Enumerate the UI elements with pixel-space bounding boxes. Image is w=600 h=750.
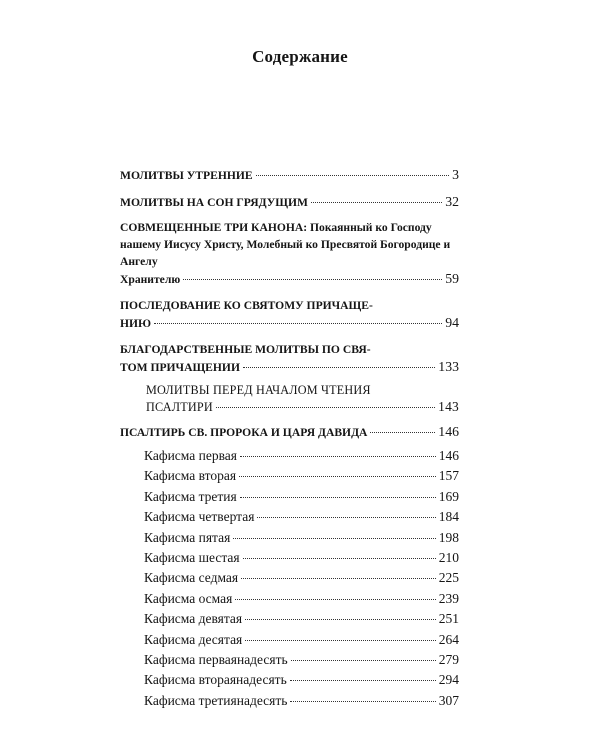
toc-entry	[120, 341, 459, 376]
toc-page-number: 94	[445, 315, 459, 330]
table-of-contents	[120, 166, 459, 710]
toc-entry-title: МОЛИТВЫ ПЕРЕД НАЧАЛОМ ЧТЕНИЯ	[146, 383, 371, 397]
toc-entry-title-end: НИЮ	[120, 317, 152, 330]
page-title: Содержание	[252, 47, 348, 66]
dot-leader	[290, 680, 436, 681]
dot-leader	[370, 432, 435, 433]
toc-page-number: 210	[438, 549, 459, 565]
toc-entry-title: Кафисма девятая	[144, 611, 243, 627]
toc-entry-title: ПОСЛЕДОВАНИЕ КО СВЯТОМУ ПРИЧАЩЕ-	[120, 299, 373, 312]
dot-leader	[290, 701, 435, 702]
dot-leader	[245, 640, 435, 641]
toc-page-number: 32	[445, 194, 459, 209]
toc-entry-title: Кафисма седмая	[144, 570, 239, 586]
dot-leader	[243, 367, 435, 368]
toc-entry	[120, 166, 459, 184]
toc-page-number: 225	[438, 570, 459, 586]
toc-page-number: 133	[438, 359, 459, 374]
toc-entry-title-end: ПСАЛТИРИ	[146, 399, 213, 414]
toc-entry	[120, 692, 459, 710]
toc-entry	[120, 590, 459, 608]
dot-leader	[257, 517, 435, 518]
toc-entry	[120, 549, 459, 567]
toc-entry-title: Кафисма третия	[144, 488, 237, 504]
toc-entry	[120, 488, 459, 506]
dot-leader	[239, 476, 436, 477]
toc-entry	[120, 610, 459, 628]
toc-entry-title: Кафисма втораянадесять	[144, 672, 287, 688]
toc-entry	[120, 467, 459, 485]
dot-leader	[183, 279, 442, 280]
toc-entry-title: Кафисма десятая	[144, 631, 243, 647]
toc-entry-title: СОВМЕЩЕННЫЕ ТРИ КАНОНА: Покаянный ко Господу нашему Иисусу Христу, Молебный ко Пресвятой Богородице и Ангелу	[120, 221, 451, 268]
toc-entry	[120, 297, 459, 332]
dot-leader	[256, 175, 449, 176]
toc-entry-title: Кафисма четвертая	[144, 509, 255, 525]
toc-entry	[120, 193, 459, 211]
toc-page-number: 146	[438, 424, 459, 439]
toc-page-number: 251	[438, 611, 459, 627]
toc-entry	[120, 219, 459, 288]
dot-leader	[154, 323, 442, 324]
toc-entry-title: Кафисма осмая	[144, 590, 233, 606]
toc-page-number: 3	[452, 167, 459, 182]
toc-page-number: 264	[438, 631, 459, 647]
toc-entry-title: МОЛИТВЫ УТРЕННИЕ	[120, 169, 253, 182]
dot-leader	[245, 619, 436, 620]
toc-entry-title: Кафисма пятая	[144, 529, 231, 545]
toc-entry	[120, 529, 459, 547]
toc-entry	[120, 382, 459, 415]
toc-page-number: 307	[438, 692, 459, 708]
toc-entry-title: ПСАЛТИРЬ СВ. ПРОРОКА И ЦАРЯ ДАВИДА	[120, 426, 368, 439]
toc-entry	[120, 671, 459, 689]
toc-entry-title: Кафисма шестая	[144, 549, 240, 565]
toc-page-number: 146	[438, 448, 459, 463]
dot-leader	[241, 578, 436, 579]
toc-entry-title: МОЛИТВЫ НА СОН ГРЯДУЩИМ	[120, 196, 308, 209]
toc-page-number: 169	[438, 488, 459, 504]
toc-entry	[120, 447, 459, 465]
toc-entry-title-end: ТОМ ПРИЧАЩЕНИИ	[120, 361, 240, 374]
toc-entry-title-end: Хранителю	[120, 273, 181, 286]
toc-page-number: 184	[438, 509, 459, 525]
toc-entry	[120, 631, 459, 649]
toc-page-number: 143	[438, 398, 459, 414]
toc-entry	[120, 569, 459, 587]
toc-page-number: 198	[438, 529, 459, 545]
dot-leader	[291, 660, 436, 661]
dot-leader	[216, 407, 435, 408]
dot-leader	[311, 202, 442, 203]
dot-leader	[240, 456, 436, 457]
dot-leader	[233, 538, 435, 539]
toc-entry	[120, 508, 459, 526]
dot-leader	[235, 599, 435, 600]
toc-page-number: 157	[438, 468, 459, 484]
toc-page-number: 294	[438, 672, 459, 688]
toc-entry	[120, 423, 459, 441]
toc-entry	[120, 651, 459, 669]
toc-page-number: 59	[445, 271, 459, 286]
toc-entry-title: Кафисма перваянадесять	[144, 651, 288, 667]
toc-entry-title: Кафисма третиянадесять	[144, 692, 288, 708]
toc-entry-title: Кафисма первая	[144, 448, 237, 463]
toc-entry-title: БЛАГОДАРСТВЕННЫЕ МОЛИТВЫ ПО СВЯ-	[120, 343, 371, 356]
toc-entry-title: Кафисма вторая	[144, 468, 237, 484]
dot-leader	[243, 558, 436, 559]
toc-page-number: 239	[438, 590, 459, 606]
dot-leader	[240, 497, 436, 498]
toc-page-number: 279	[438, 651, 459, 667]
